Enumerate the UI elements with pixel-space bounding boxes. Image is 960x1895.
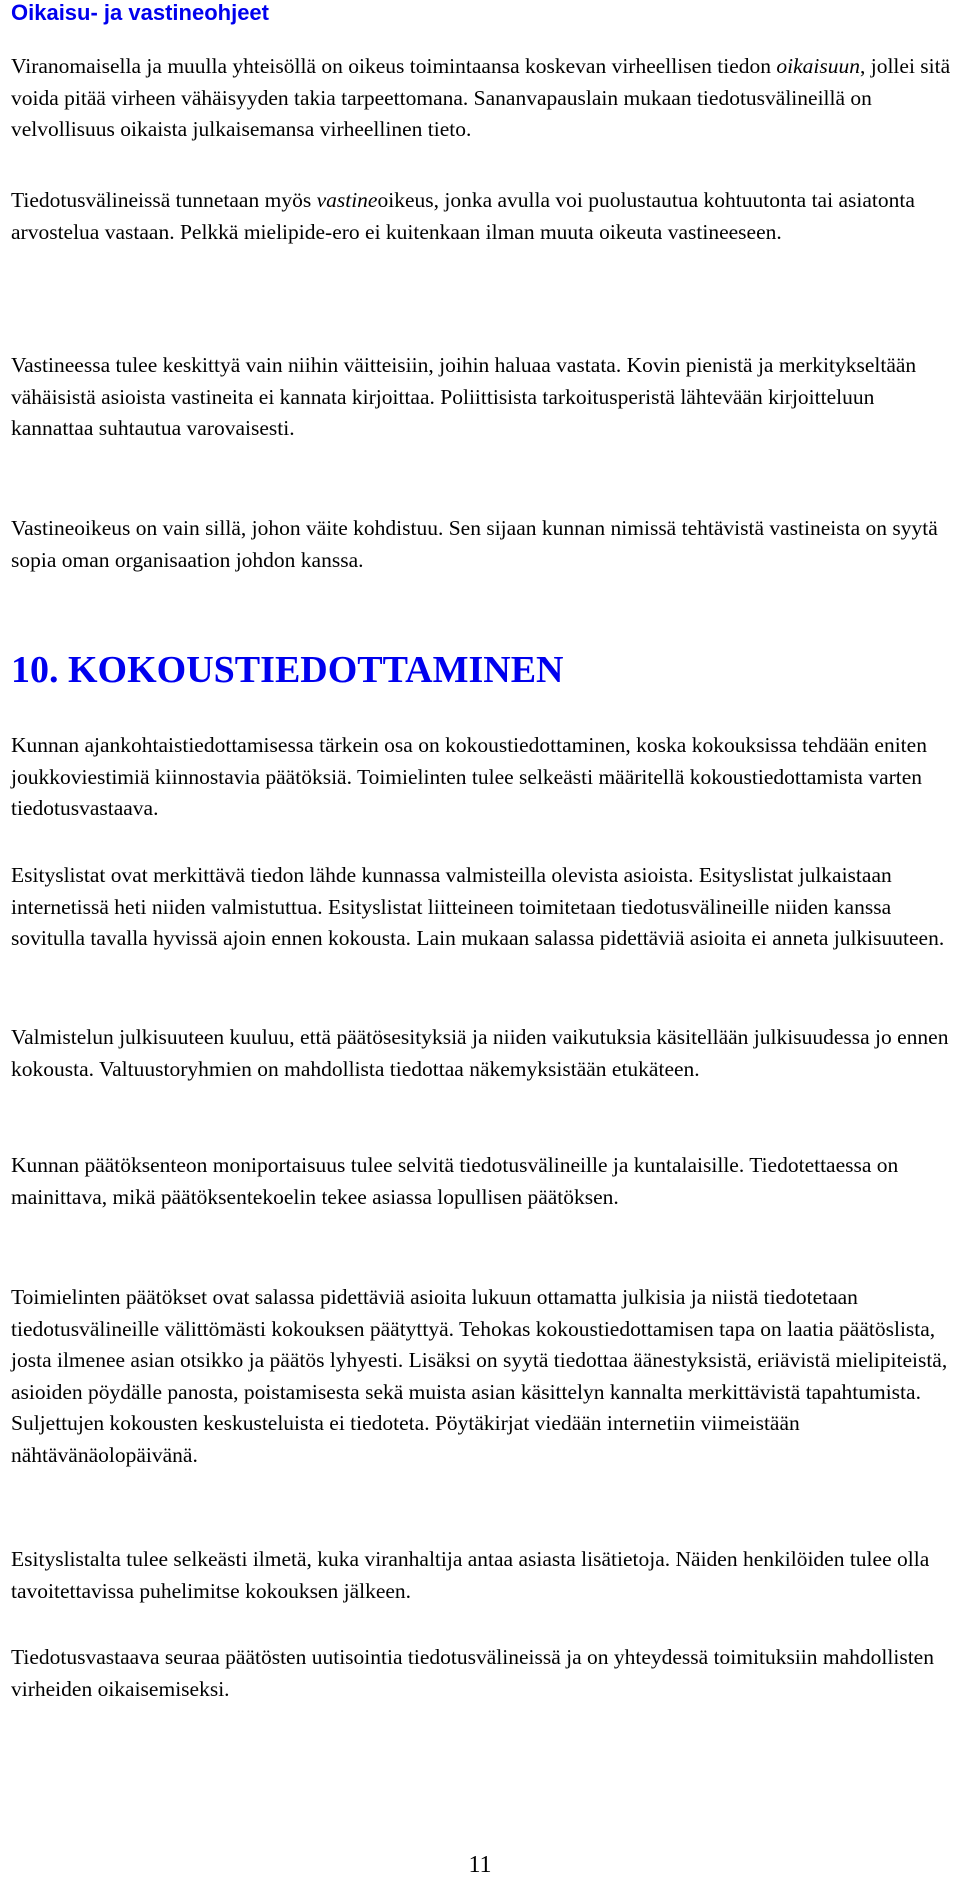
chapter-paragraph: Tiedotusvastaava seuraa päätösten uutisointia tiedotusvälineissä ja on yhteydessä toimituksiin mahdollisten virheiden oikaisemiseksi. (11, 1645, 934, 1701)
paragraph-oikaisu (11, 51, 956, 146)
paragraph-text: , jollei sitä voida pitää virheen vähäisyyden takia tarpeettomana. Sananvapauslain mukaan tiedotusvälineillä on velvollisuus oikaista julkaisemansa virheellinen tieto. (11, 54, 951, 141)
paragraph-text: Tiedotusvälineissä tunnetaan myös (11, 188, 317, 212)
emphasis-vastine: vastine (316, 188, 378, 212)
paragraph-vastineessa: Vastineessa tulee keskittyä vain niihin väitteisiin, joihin haluaa vastata. Kovin pienistä ja merkitykseltään vähäisistä asioista vastineita ei kannata kirjoittaa. Poliittisista tarkoitusperistä lähtevään kirjoitteluun kannattaa suhtautua varovaisesti. (11, 353, 917, 440)
chapter-paragraph: Toimielinten päätökset ovat salassa pidettäviä asioita lukuun ottamatta julkisia ja niistä tiedotetaan tiedotusvälineille välittömästi kokouksen päätyttyä. Tehokas kokoustiedottamisen tapa on laatia päätöslista, josta ilmenee asian otsikko ja päätös lyhyesti. Lisäksi on syytä tiedottaa äänestyksistä, eriävistä mielipiteistä, asioiden pöydälle panosta, poistamisesta sekä muista asian käsittelyn kannalta merkittävistä tapahtumista. Suljettujen kokousten keskusteluista ei tiedoteta. Pöytäkirjat viedään internetiin viimeistään nähtävänäolopäivänä. (11, 1285, 948, 1467)
page-number: 11 (468, 1852, 492, 1878)
chapter-heading: 10. KOKOUSTIEDOTTAMINEN (11, 649, 564, 691)
chapter-paragraph: Esityslistalta tulee selkeästi ilmetä, kuka viranhaltija antaa asiasta lisätietoja. Näiden henkilöiden tulee olla tavoitettavissa puhelimitse kokouksen jälkeen. (11, 1547, 930, 1603)
chapter-paragraph: Kunnan päätöksenteon moniportaisuus tulee selvitä tiedotusvälineille ja kuntalaisille. Tiedotettaessa on mainittava, mikä päätöksentekoelin tekee asiassa lopullisen päätöksen. (11, 1153, 899, 1209)
paragraph-text: oikeus, jonka avulla voi puolustautua kohtuutonta tai asiatonta arvostelua vastaan. Pelkkä mielipide-ero ei kuitenkaan ilman muuta oikeuta vastineeseen. (11, 188, 915, 244)
chapter-paragraph: Valmistelun julkisuuteen kuuluu, että päätösesityksiä ja niiden vaikutuksia käsitellään julkisuudessa jo ennen kokousta. Valtuustoryhmien on mahdollista tiedottaa näkemyksistään etukäteen. (11, 1025, 949, 1081)
paragraph-text: Viranomaisella ja muulla yhteisöllä on oikeus toimintaansa koskevan virheellisen tiedon (11, 54, 777, 78)
section-heading: Oikaisu- ja vastineohjeet (11, 0, 269, 25)
paragraph-vastine (11, 185, 956, 248)
chapter-paragraph: Esityslistat ovat merkittävä tiedon lähde kunnassa valmisteilla olevista asioista. Esityslistat julkaistaan internetissä heti niiden valmistuttua. Esityslistat liitteineen toimitetaan tiedotusvälineille niiden kanssa sovitulla tavalla hyvissä ajoin ennen kokousta. Lain mukaan salassa pidettäviä asioita ei anneta julkisuuteen. (11, 863, 945, 950)
emphasis-oikaisuun: oikaisuun (776, 54, 860, 78)
chapter-paragraph: Kunnan ajankohtaistiedottamisessa tärkein osa on kokoustiedottaminen, koska kokouksissa tehdään eniten joukkoviestimiä kiinnostavia päätöksiä. Toimielinten tulee selkeästi määritellä kokoustiedottamista varten tiedotusvastaava. (11, 733, 927, 820)
paragraph-vastineoikeus: Vastineoikeus on vain sillä, johon väite kohdistuu. Sen sijaan kunnan nimissä tehtävistä vastineista on syytä sopia oman organisaation johdon kanssa. (11, 516, 938, 572)
